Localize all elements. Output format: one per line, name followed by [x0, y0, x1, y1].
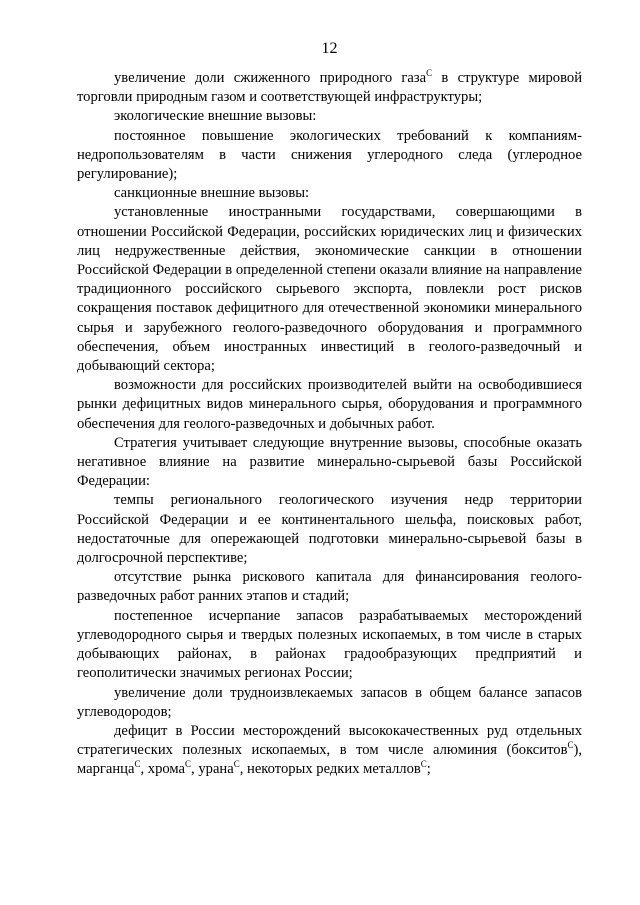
paragraph: постоянное повышение экологических требований к компаниям-недропользователям в части снижения углеродного следа (углеродное регулирование);	[77, 127, 582, 183]
superscript-mark: C	[185, 759, 192, 770]
paragraph: отсутствие рынка рискового капитала для финансирования геолого-разведочных работ ранних этапов и стадий;	[77, 569, 582, 605]
superscript-mark: C	[134, 759, 141, 770]
superscript-mark: C	[426, 68, 433, 78]
paragraph: установленные иностранными государствами, совершающими в отношении Российской Федерации, российских юридических лиц и физических лиц недружественные действия, экономические санкции в отношении Российской Федерации в определенной степени оказали влияние на направление традиционного российского сырьевого экспорта, повлекли рост рисков сокращения поставок дефицитного для отечественной экономики минерального сырья и зарубежного геолого-разведочного оборудования и программного обеспечения, объем иностранных инвестиций в геолого-разведочный и добывающий сектора;	[77, 204, 582, 375]
superscript-mark: C	[420, 759, 427, 770]
superscript-mark: C	[567, 740, 574, 751]
paragraph: санкционные внешние вызовы:	[114, 185, 310, 202]
paragraph: увеличение доли трудноизвлекаемых запасов в общем балансе запасов углеводородов;	[77, 684, 582, 720]
paragraph: темпы регионального геологического изучения недр территории Российской Федерации и ее континентального шельфа, поисковых работ, недостаточные для опережающей подготовки минерально-сырьевой базы в долгосрочной перспективе;	[77, 492, 582, 567]
superscript-mark: C	[233, 759, 240, 770]
paragraph: увеличение доли сжиженного природного газа$^C$ в структуре мировой торговли природным газом и соответствующей инфраструктуры;	[77, 68, 582, 106]
paragraph: Стратегия учитывает следующие внутренние вызовы, способные оказать негативное влияние на развитие минерально-сырьевой базы Российской Федерации:	[77, 434, 582, 490]
document-body	[77, 69, 582, 780]
paragraph: экологические внешние вызовы:	[114, 108, 317, 125]
paragraph: постепенное исчерпание запасов разрабатываемых месторождений углеводородного сырья и твердых полезных ископаемых, в том числе в старых добывающих районах, в районах градообразующих предприятий и геополитически значимых регионах России;	[77, 607, 582, 682]
paragraph: возможности для российских производителей выйти на освободившиеся рынки дефицитных видов минерального сырья, оборудования и программного обеспечения для геолого-разведочных и добычных работ.	[77, 377, 582, 432]
paragraph: дефицит в России месторождений высококачественных руд отдельных стратегических полезных ископаемых, в том числе алюминия (бокситов$^C$), марганца$^C$, хрома$^C$, урана$^C$, некоторых редких металлов$^C$;	[77, 722, 582, 778]
page-number: 12	[321, 40, 338, 57]
